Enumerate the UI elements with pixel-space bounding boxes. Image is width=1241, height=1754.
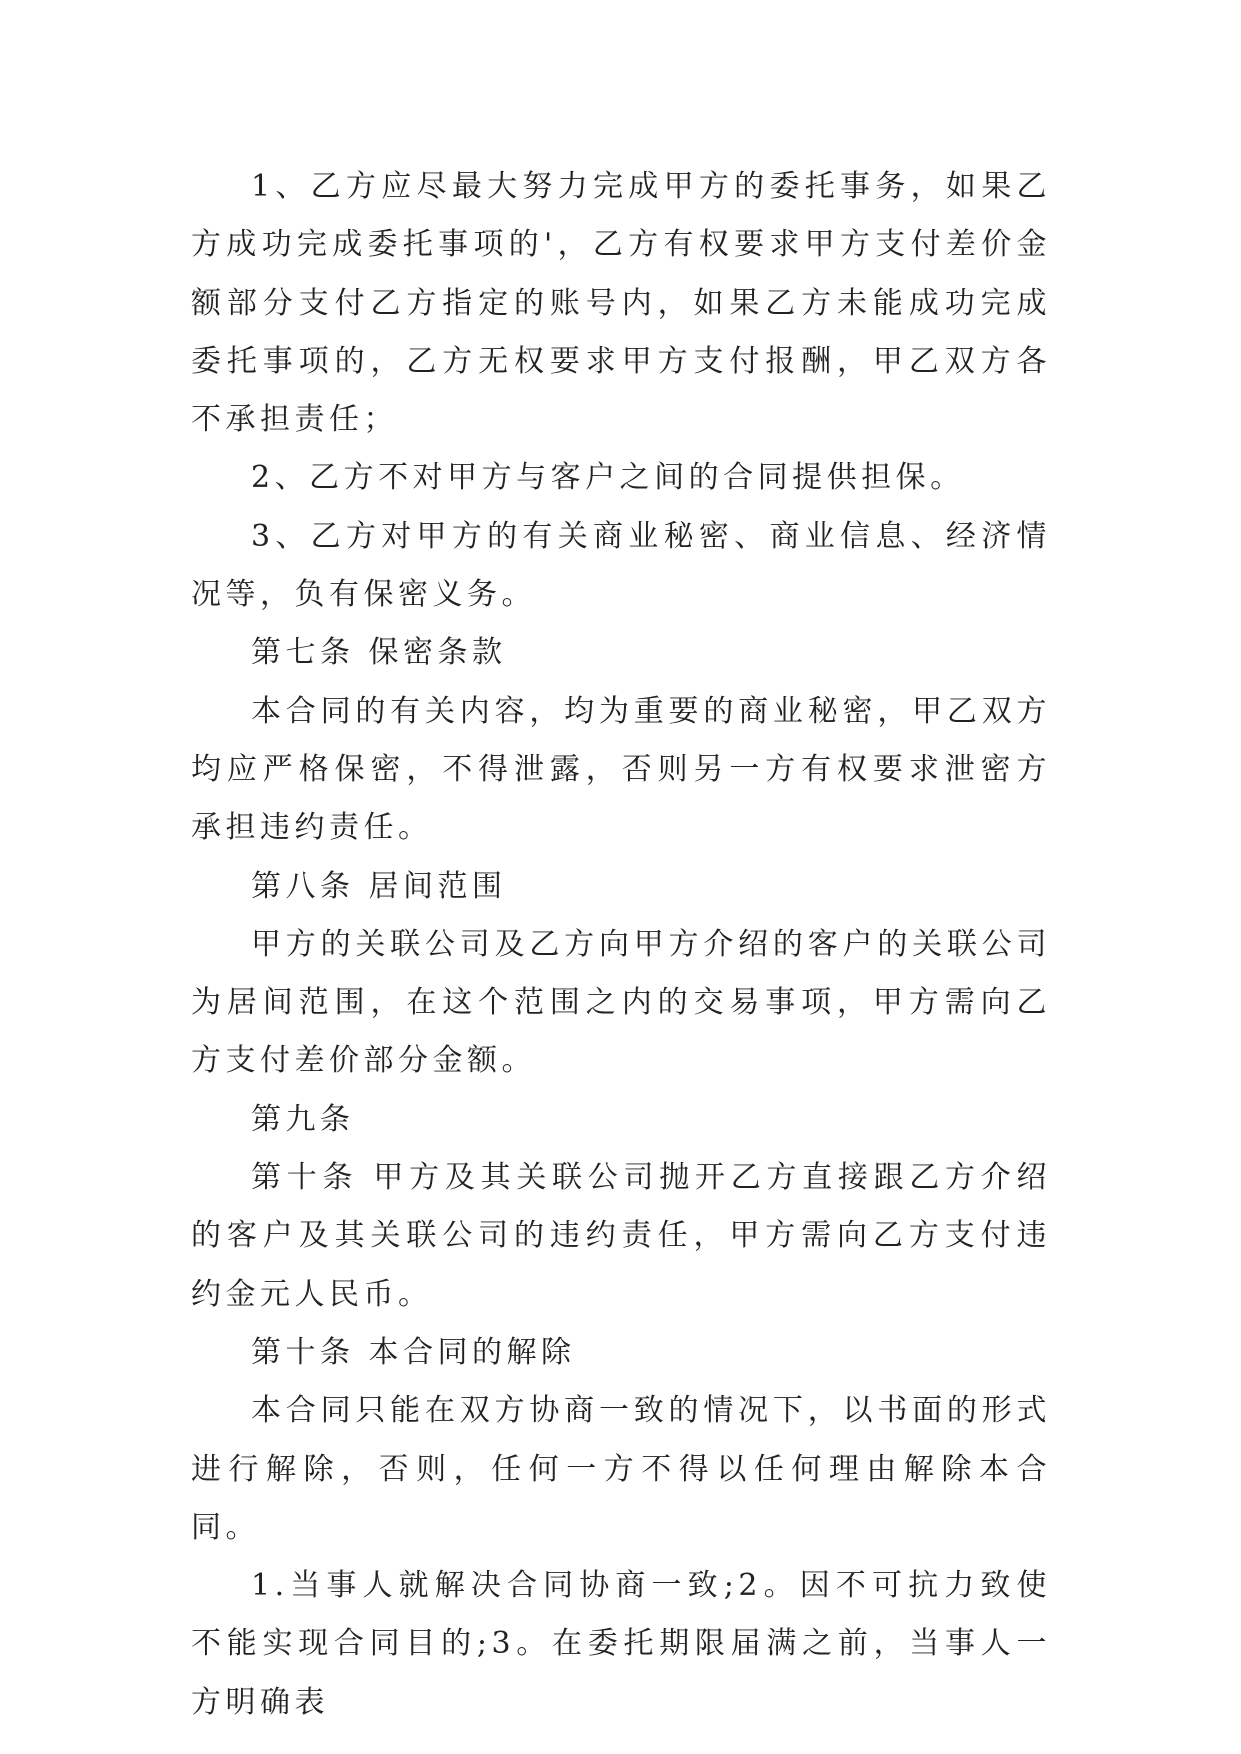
- heading-article-9: 第九条: [251, 1101, 355, 1137]
- paragraph-clause-3: 3、乙方对甲方的有关商业秘密、商业信息、经济情况等，负有保密义务。: [191, 518, 1051, 613]
- paragraph-clause-1: 1、乙方应尽最大努力完成甲方的委托事务，如果乙方成功完成委托事项的'，乙方有权要求甲方支付差价金额部分支付乙方指定的账号内，如果乙方未能成功完成委托事项的，乙方无权要求甲方支付报酬，甲乙双方各不承担责任；: [191, 169, 1051, 438]
- heading-article-7: 第七条 保密条款: [251, 635, 507, 671]
- paragraph-confidentiality: 本合同的有关内容，均为重要的商业秘密，甲乙双方均应严格保密，不得泄露，否则另一方有权要求泄密方承担违约责任。: [191, 693, 1051, 846]
- heading-article-8: 第八条 居间范围: [251, 868, 507, 904]
- paragraph-clause-2: 2、乙方不对甲方与客户之间的合同提供担保。: [251, 460, 965, 496]
- paragraph-scope: 甲方的关联公司及乙方向甲方介绍的客户的关联公司为居间范围，在这个范围之内的交易事项，甲方需向乙方支付差价部分金额。: [191, 926, 1051, 1079]
- document-body: [191, 158, 1051, 1732]
- heading-article-10-termination: 第十条 本合同的解除: [251, 1334, 576, 1370]
- paragraph-article-10-liability: 第十条 甲方及其关联公司抛开乙方直接跟乙方介绍的客户及其关联公司的违约责任，甲方需向乙方支付违约金元人民币。: [191, 1160, 1051, 1312]
- paragraph-termination: 本合同只能在双方协商一致的情况下，以书面的形式进行解除，否则，任何一方不得以任何理由解除本合同。: [191, 1393, 1051, 1545]
- paragraph-termination-conditions: 1.当事人就解决合同协商一致;2。因不可抗力致使不能实现合同目的;3。在委托期限届满之前，当事人一方明确表: [191, 1568, 1051, 1720]
